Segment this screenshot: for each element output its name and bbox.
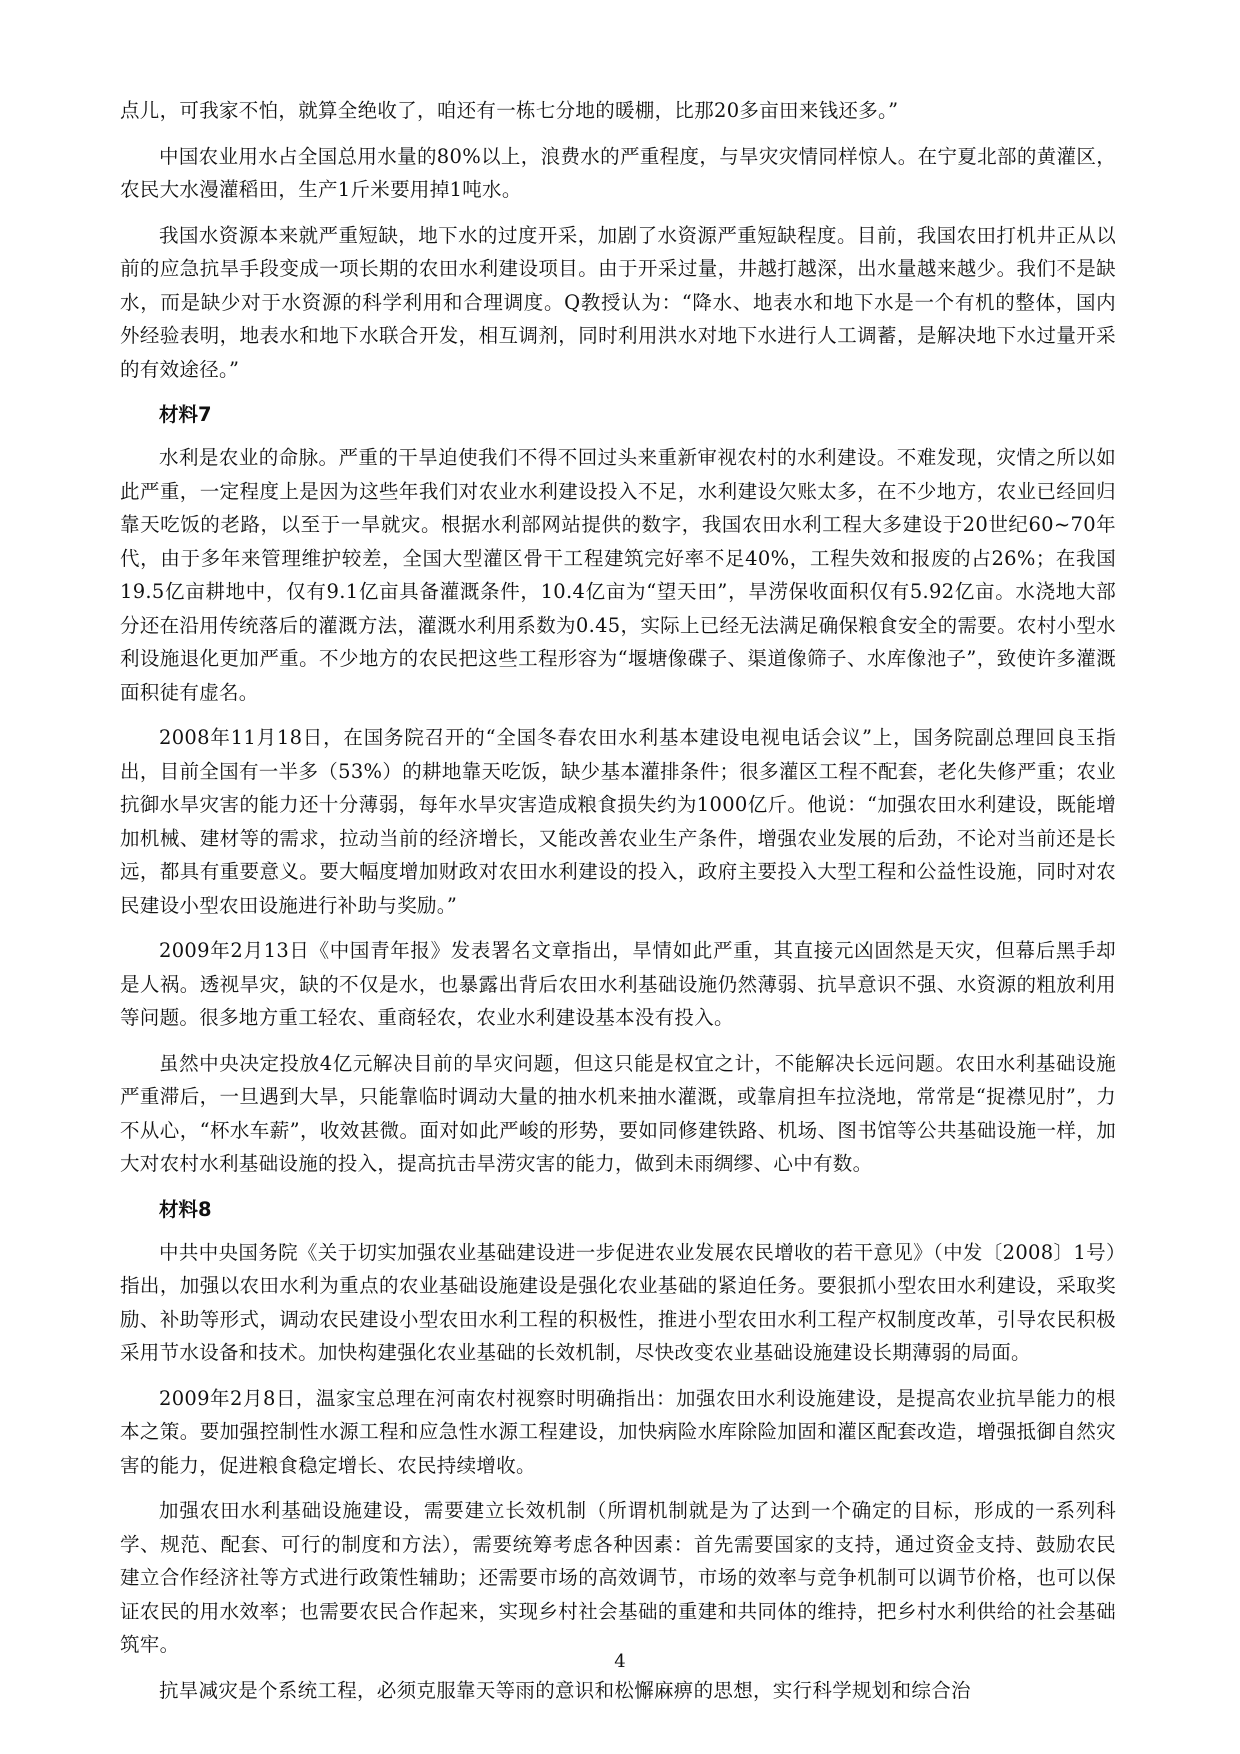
document-page bbox=[120, 94, 1116, 1719]
paragraph: 2009年2月13日《中国青年报》发表署名文章指出，旱情如此严重，其直接元凶固然是天灾，但幕后黑手却是人祸。透视旱灾，缺的不仅是水，也暴露出背后农田水利基础设施仍然薄弱、抗旱意识不强、水资源的粗放利用等问题。很多地方重工轻农、重商轻农，农业水利建设基本没有投入。 bbox=[120, 939, 1116, 1029]
section-heading: 材料8 bbox=[159, 1197, 212, 1221]
paragraph: 中共中央国务院《关于切实加强农业基础建设进一步促进农业发展农民增收的若干意见》（中发〔2008〕1号）指出，加强以农田水利为重点的农业基础设施建设是强化农业基础的紧迫任务。要狠抓小型农田水利建设，采取奖励、补助等形式，调动农民建设小型农田水利工程的积极性，推进小型农田水利工程产权制度改革，引导农民积极采用节水设备和技术。加快构建强化农业基础的长效机制，尽快改变农业基础设施建设长期薄弱的局面。 bbox=[120, 1240, 1116, 1364]
paragraph: 2008年11月18日，在国务院召开的“全国冬春农田水利基本建设电视电话会议”上，国务院副总理回良玉指出，目前全国有一半多（53%）的耕地靠天吃饭，缺少基本灌排条件；很多灌区工程不配套，老化失修严重；农业抗御水旱灾害的能力还十分薄弱，每年水旱灾害造成粮食损失约为1000亿斤。他说：“加强农田水利建设，既能增加机械、建材等的需求，拉动当前的经济增长，又能改善农业生产条件，增强农业发展的后劲，不论对当前还是长远，都具有重要意义。要大幅度增加财政对农田水利建设的投入，政府主要投入大型工程和公益性设施，同时对农民建设小型农田设施进行补助与奖励。” bbox=[120, 726, 1116, 917]
paragraph: 水利是农业的命脉。严重的干旱迫使我们不得不回过头来重新审视农村的水利建设。不难发现，灾情之所以如此严重，一定程度上是因为这些年我们对农业水利建设投入不足，水利建设欠账太多，在不少地方，农业已经回归靠天吃饭的老路，以至于一旱就灾。根据水利部网站提供的数字，我国农田水利工程大多建设于20世纪60~70年代，由于多年来管理维护较差，全国大型灌区骨干工程建筑完好率不足40%，工程失效和报废的占26%；在我国19.5亿亩耕地中，仅有9.1亿亩具备灌溉条件，10.4亿亩为“望天田”，旱涝保收面积仅有5.92亿亩。水浇地大部分还在沿用传统落后的灌溉方法，灌溉水利用系数为0.45，实际上已经无法满足确保粮食安全的需要。农村小型水利设施退化更加严重。不少地方的农民把这些工程形容为“堰塘像碟子、渠道像筛子、水库像池子”，致使许多灌溉面积徒有虚名。 bbox=[120, 446, 1116, 704]
paragraph: 加强农田水利基础设施建设，需要建立长效机制（所谓机制就是为了达到一个确定的目标，形成的一系列科学、规范、配套、可行的制度和方法），需要统筹考虑各种因素：首先需要国家的支持，通过资金支持、鼓励农民建立合作经济社等方式进行政策性辅助；还需要市场的高效调节，市场的效率与竞争机制可以调节价格，也可以保证农民的用水效率；也需要农民合作起来，实现乡村社会基础的重建和共同体的维持，把乡村水利供给的社会基础筑牢。 bbox=[120, 1499, 1116, 1656]
page-number: 4 bbox=[614, 1651, 626, 1672]
paragraph: 点儿，可我家不怕，就算全绝收了，咱还有一栋七分地的暖棚，比那20多亩田来钱还多。” bbox=[120, 99, 899, 122]
section-heading: 材料7 bbox=[159, 403, 212, 426]
paragraph: 我国水资源本来就严重短缺，地下水的过度开采，加剧了水资源严重短缺程度。目前，我国农田打机井正从以前的应急抗旱手段变成一项长期的农田水利建设项目。由于开采过量，井越打越深，出水量越来越少。我们不是缺水，而是缺少对于水资源的科学利用和合理调度。Q教授认为：“降水、地表水和地下水是一个有机的整体，国内外经验表明，地表水和地下水联合开发，相互调剂，同时利用洪水对地下水进行人工调蓄，是解决地下水过量开采的有效途径。” bbox=[120, 223, 1116, 381]
paragraph: 虽然中央决定投放4亿元解决目前的旱灾问题，但这只能是权宜之计，不能解决长远问题。农田水利基础设施严重滞后，一旦遇到大旱，只能靠临时调动大量的抽水机来抽水灌溉，或靠肩担车拉浇地，常常是“捉襟见肘”，力不从心，“杯水车薪”，收效甚微。面对如此严峻的形势，要如同修建铁路、机场、图书馆等公共基础设施一样，加大对农村水利基础设施的投入，提高抗击旱涝灾害的能力，做到未雨绸缪、心中有数。 bbox=[120, 1051, 1116, 1175]
paragraph: 抗旱减灾是个系统工程，必须克服靠天等雨的意识和松懈麻痹的思想，实行科学规划和综合治 bbox=[159, 1678, 971, 1702]
paragraph: 中国农业用水占全国总用水量的80%以上，浪费水的严重程度，与旱灾灾情同样惊人。在宁夏北部的黄灌区，农民大水漫灌稻田，生产1斤米要用掉1吨水。 bbox=[120, 144, 1116, 201]
paragraph: 2009年2月8日，温家宝总理在河南农村视察时明确指出：加强农田水利设施建设，是提高农业抗旱能力的根本之策。要加强控制性水源工程和应急性水源工程建设，加快病险水库除险加固和灌区配套改造，增强抵御自然灾害的能力，促进粮食稳定增长、农民持续增收。 bbox=[120, 1386, 1116, 1477]
